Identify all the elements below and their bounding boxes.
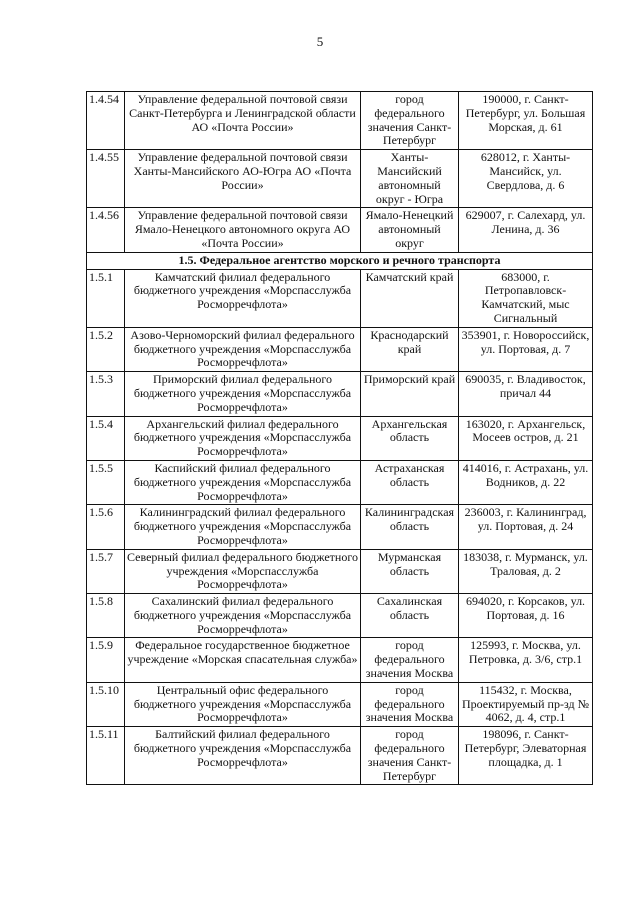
row-number: 1.5.2 bbox=[87, 327, 125, 371]
organization-name: Калининградский филиал федерального бюджетного учреждения «Морспасслужба Росморречфлота» bbox=[125, 505, 361, 549]
table-row bbox=[87, 372, 593, 416]
region-name: Калининградская область bbox=[361, 505, 459, 549]
region-name: город федерального значения Москва bbox=[361, 638, 459, 682]
postal-address: 236003, г. Калининград, ул. Портовая, д. 24 bbox=[459, 505, 593, 549]
organization-name: Балтийский филиал федерального бюджетного учреждения «Морспасслужба Росморречфлота» bbox=[125, 727, 361, 785]
postal-address: 414016, г. Астрахань, ул. Водников, д. 22 bbox=[459, 460, 593, 504]
postal-address: 115432, г. Москва, Проектируемый пр-зд № 4062, д. 4, стр.1 bbox=[459, 682, 593, 726]
postal-address: 683000, г. Петропавловск-Камчатский, мыс Сигнальный bbox=[459, 269, 593, 327]
table-body-bottom bbox=[87, 269, 593, 785]
table-row bbox=[87, 150, 593, 208]
postal-address: 190000, г. Санкт-Петербург, ул. Большая Морская, д. 61 bbox=[459, 92, 593, 150]
row-number: 1.5.11 bbox=[87, 727, 125, 785]
section-title: 1.5. Федеральное агентство морского и речного транспорта bbox=[87, 252, 593, 269]
postal-address: 125993, г. Москва, ул. Петровка, д. 3/6, стр.1 bbox=[459, 638, 593, 682]
table-row bbox=[87, 460, 593, 504]
postal-address: 198096, г. Санкт-Петербург, Элеваторная площадка, д. 1 bbox=[459, 727, 593, 785]
region-name: город федерального значения Санкт-Петербург bbox=[361, 727, 459, 785]
region-name: Астраханская область bbox=[361, 460, 459, 504]
region-name: Камчатский край bbox=[361, 269, 459, 327]
postal-address: 629007, г. Салехард, ул. Ленина, д. 36 bbox=[459, 208, 593, 252]
organization-name: Управление федеральной почтовой связи Санкт-Петербурга и Ленинградской области АО «Почта России» bbox=[125, 92, 361, 150]
organization-name: Северный филиал федерального бюджетного учреждения «Морспасслужба Росморречфлота» bbox=[125, 549, 361, 593]
postal-address: 183038, г. Мурманск, ул. Траловая, д. 2 bbox=[459, 549, 593, 593]
organization-name: Камчатский филиал федерального бюджетного учреждения «Морспасслужба Росморречфлота» bbox=[125, 269, 361, 327]
section-header-group bbox=[87, 252, 593, 269]
row-number: 1.4.54 bbox=[87, 92, 125, 150]
section-header-row bbox=[87, 252, 593, 269]
postal-address: 694020, г. Корсаков, ул. Портовая, д. 16 bbox=[459, 594, 593, 638]
row-number: 1.5.9 bbox=[87, 638, 125, 682]
row-number: 1.5.4 bbox=[87, 416, 125, 460]
postal-address: 353901, г. Новороссийск, ул. Портовая, д. 7 bbox=[459, 327, 593, 371]
row-number: 1.4.55 bbox=[87, 150, 125, 208]
table-row bbox=[87, 505, 593, 549]
region-name: Мурманская область bbox=[361, 549, 459, 593]
table-row bbox=[87, 416, 593, 460]
table-row bbox=[87, 638, 593, 682]
table-row bbox=[87, 92, 593, 150]
region-name: город федерального значения Москва bbox=[361, 682, 459, 726]
organization-name: Федеральное государственное бюджетное учреждение «Морская спасательная служба» bbox=[125, 638, 361, 682]
region-name: Ханты-Мансийский автономный округ - Югра bbox=[361, 150, 459, 208]
organization-name: Каспийский филиал федерального бюджетного учреждения «Морспасслужба Росморречфлота» bbox=[125, 460, 361, 504]
region-name: Сахалинская область bbox=[361, 594, 459, 638]
row-number: 1.5.5 bbox=[87, 460, 125, 504]
row-number: 1.5.1 bbox=[87, 269, 125, 327]
row-number: 1.5.8 bbox=[87, 594, 125, 638]
table-row bbox=[87, 727, 593, 785]
row-number: 1.5.10 bbox=[87, 682, 125, 726]
table-body-top bbox=[87, 92, 593, 253]
region-name: город федерального значения Санкт-Петербург bbox=[361, 92, 459, 150]
postal-address: 690035, г. Владивосток, причал 44 bbox=[459, 372, 593, 416]
registry-table bbox=[86, 91, 593, 785]
organization-name: Управление федеральной почтовой связи Ямало-Ненецкого автономного округа АО «Почта России» bbox=[125, 208, 361, 252]
table-row bbox=[87, 682, 593, 726]
organization-name: Центральный офис федерального бюджетного учреждения «Морспасслужба Росморречфлота» bbox=[125, 682, 361, 726]
row-number: 1.5.6 bbox=[87, 505, 125, 549]
table-row bbox=[87, 269, 593, 327]
region-name: Ямало-Ненецкий автономный округ bbox=[361, 208, 459, 252]
postal-address: 163020, г. Архангельск, Мосеев остров, д. 21 bbox=[459, 416, 593, 460]
row-number: 1.4.56 bbox=[87, 208, 125, 252]
table-row bbox=[87, 327, 593, 371]
row-number: 1.5.7 bbox=[87, 549, 125, 593]
page-number: 5 bbox=[316, 34, 324, 49]
region-name: Приморский край bbox=[361, 372, 459, 416]
organization-name: Сахалинский филиал федерального бюджетного учреждения «Морспасслужба Росморречфлота» bbox=[125, 594, 361, 638]
region-name: Архангельская область bbox=[361, 416, 459, 460]
organization-name: Управление федеральной почтовой связи Ханты-Мансийского АО-Югра АО «Почта России» bbox=[125, 150, 361, 208]
organization-name: Азово-Черноморский филиал федерального бюджетного учреждения «Морспасслужба Росморречфлота» bbox=[125, 327, 361, 371]
region-name: Краснодарский край bbox=[361, 327, 459, 371]
row-number: 1.5.3 bbox=[87, 372, 125, 416]
table-row bbox=[87, 549, 593, 593]
postal-address: 628012, г. Ханты-Мансийск, ул. Свердлова, д. 6 bbox=[459, 150, 593, 208]
table-row bbox=[87, 594, 593, 638]
organization-name: Архангельский филиал федерального бюджетного учреждения «Морспасслужба Росморречфлота» bbox=[125, 416, 361, 460]
table-row bbox=[87, 208, 593, 252]
organization-name: Приморский филиал федерального бюджетного учреждения «Морспасслужба Росморречфлота» bbox=[125, 372, 361, 416]
